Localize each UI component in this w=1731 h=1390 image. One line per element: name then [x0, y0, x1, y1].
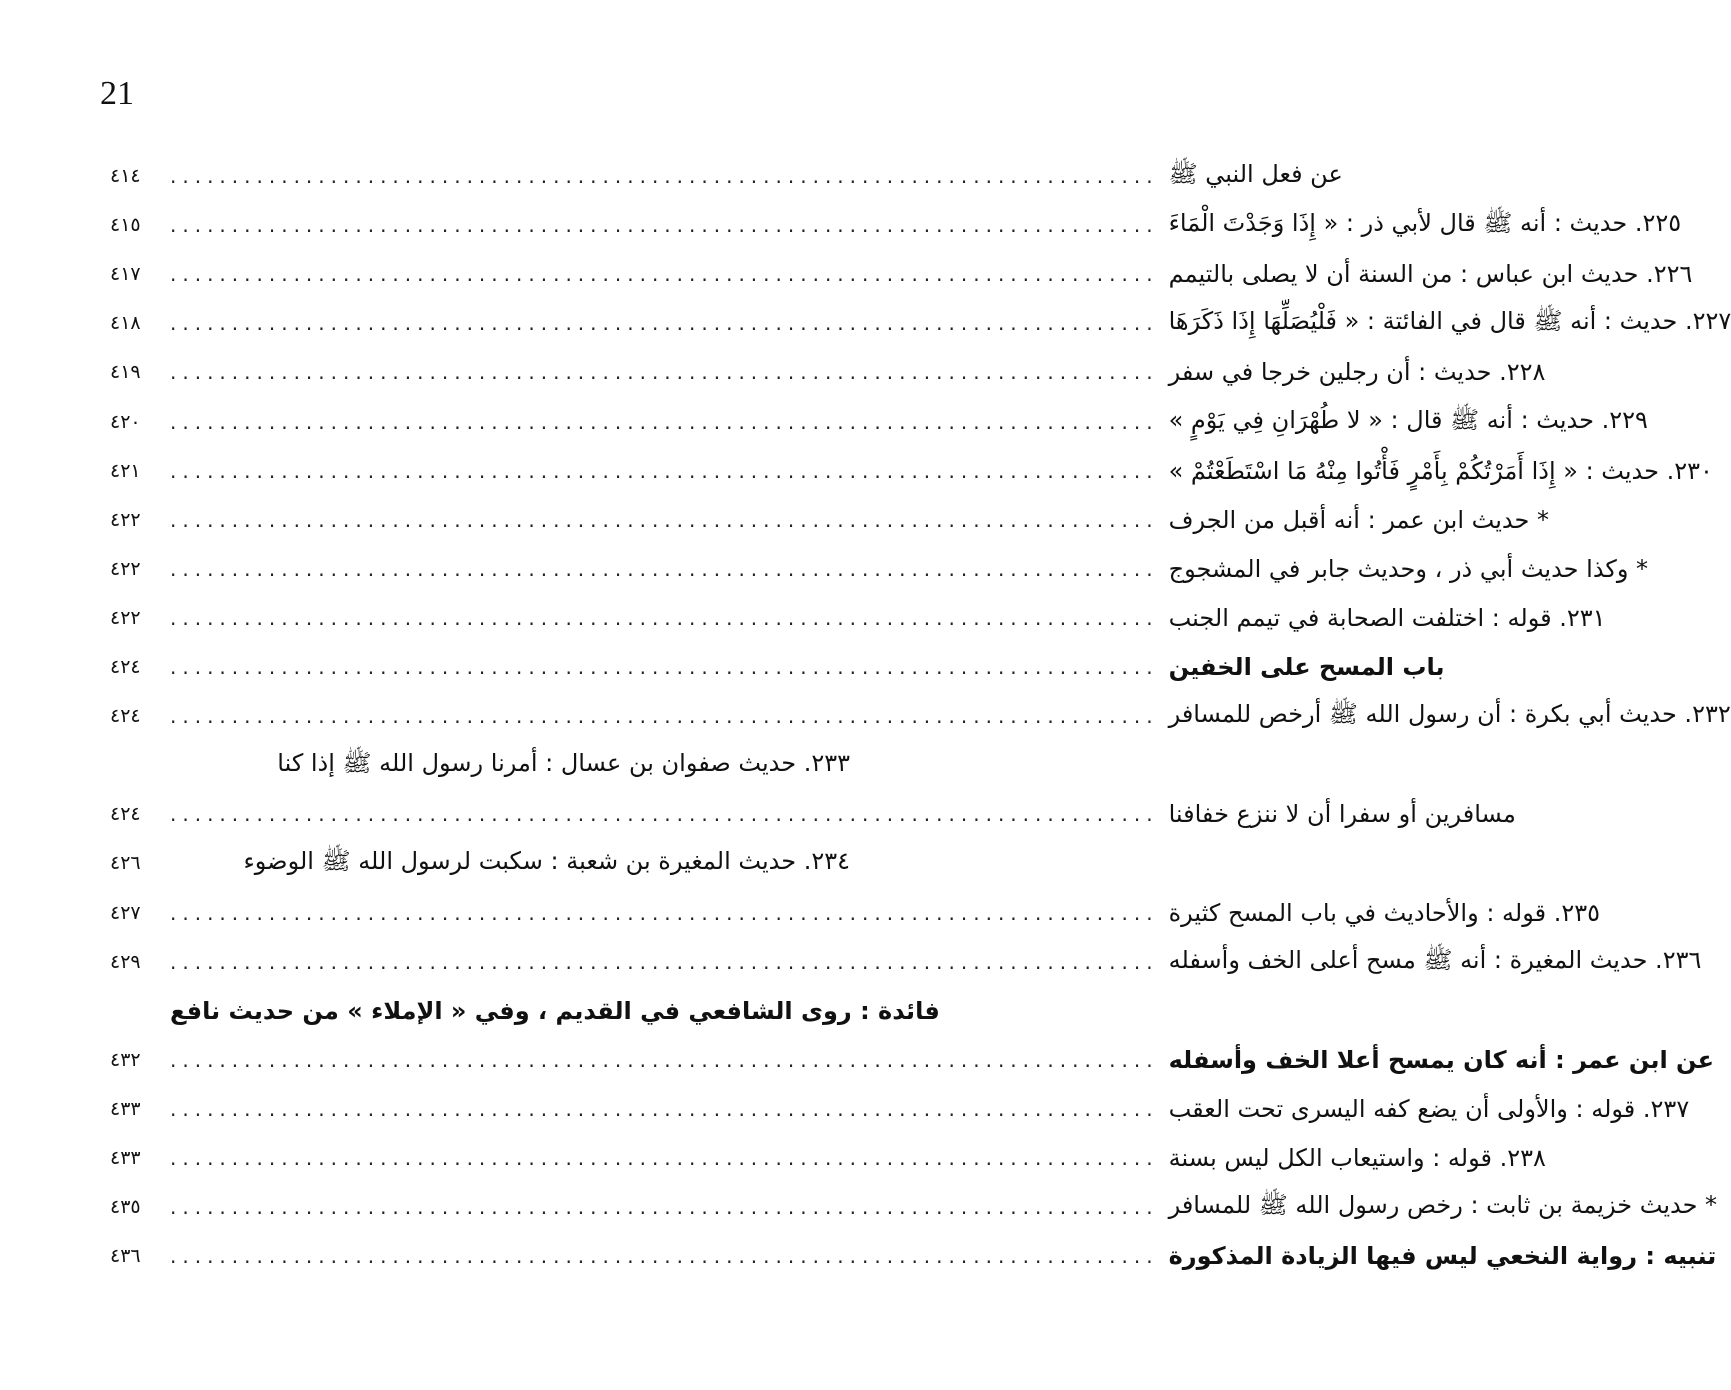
toc-leader-dots: ................................................................................ — [170, 1195, 1159, 1219]
toc-entry-text: * حديث ابن عمر : أنه أقبل من الجرف — [1168, 506, 1549, 534]
toc-entry — [110, 839, 850, 887]
toc-leader-dots: ................................................................................ — [170, 459, 1159, 483]
toc-entry-text: ٢٣٧. قوله : والأولى أن يضع كفه اليسرى تحت العقب — [1168, 1095, 1690, 1123]
toc-page-number: ٤٣٢ — [110, 1049, 141, 1071]
toc-page-number: ٤٢٤ — [110, 656, 141, 678]
toc-leader-dots: ................................................................................ — [170, 704, 1159, 728]
toc-page-number: ٤١٨ — [110, 312, 141, 334]
toc-entry — [110, 938, 1702, 986]
toc-entry-text: ٢٢٩. حديث : أنه ﷺ قال : « لا طُهْرَانِ فِي يَوْمٍ » — [1168, 405, 1648, 434]
toc-entry — [110, 889, 1601, 937]
toc-entry-text: ٢٢٦. حديث ابن عباس : من السنة أن لا يصلى بالتيمم — [1168, 260, 1693, 288]
toc-page-number: ٤٢٠ — [110, 411, 141, 433]
toc-entry — [110, 545, 1649, 593]
toc-page-number: ٤٣٦ — [110, 1245, 141, 1267]
toc-leader-dots: ................................................................................ — [170, 606, 1159, 630]
toc-entry — [110, 643, 1445, 691]
toc-leader-dots: ................................................................................ — [170, 508, 1159, 532]
toc-page-number: ٤١٩ — [110, 361, 141, 383]
toc-entry-text: عن ابن عمر : أنه كان يمسح أعلا الخف وأسفله — [1168, 1046, 1715, 1074]
toc-leader-dots: ................................................................................ — [170, 901, 1159, 925]
toc-entry — [110, 1085, 1690, 1133]
toc-page-number: ٤٢٤ — [110, 705, 141, 727]
toc-entry-text: تنبيه : رواية النخعي ليس فيها الزيادة المذكورة — [1168, 1242, 1717, 1270]
toc-entry-text: ٢٢٨. حديث : أن رجلين خرجا في سفر — [1168, 358, 1546, 386]
toc-entry-text: * وكذا حديث أبي ذر ، وحديث جابر في المشجوج — [1168, 555, 1649, 583]
toc-page-number: ٤٣٥ — [110, 1196, 141, 1218]
toc-entry — [110, 348, 1546, 396]
toc-leader-dots: ................................................................................ — [170, 1097, 1159, 1121]
toc-entry — [110, 741, 850, 789]
toc-entry-text: ٢٢٧. حديث : أنه ﷺ قال في الفائتة : « فَلْيُصَلِّهَا إِذَا ذَكَرَهَا — [1168, 306, 1731, 335]
toc-entry-text: فائدة : روى الشافعي في القديم ، وفي « الإملاء » من حديث نافع — [170, 997, 940, 1025]
toc-entry-text: ٢٣٨. قوله : واستيعاب الكل ليس بسنة — [1168, 1144, 1546, 1172]
toc-leader-dots: ................................................................................ — [170, 213, 1159, 237]
toc-leader-dots: ................................................................................ — [170, 802, 1159, 826]
toc-entry-text: ٢٢٥. حديث : أنه ﷺ قال لأبي ذر : « إِذَا وَجَدْتَ الْمَاءَ — [1168, 208, 1682, 237]
toc-entry-text: ٢٣٢. حديث أبي بكرة : أن رسول الله ﷺ أرخص للمسافر — [1168, 699, 1731, 728]
toc-leader-dots: ................................................................................ — [170, 1146, 1159, 1170]
toc-entry-text: عن فعل النبي ﷺ — [1168, 159, 1343, 188]
toc-entry — [110, 398, 1648, 446]
toc-entry-text: باب المسح على الخفين — [1168, 653, 1445, 681]
toc-entry — [110, 496, 1549, 544]
toc-entry — [110, 1036, 1715, 1084]
toc-leader-dots: ................................................................................ — [170, 360, 1159, 384]
toc-leader-dots: ................................................................................ — [170, 557, 1159, 581]
toc-entry — [110, 987, 940, 1035]
page-number: 21 — [100, 75, 134, 112]
toc-leader-dots: ................................................................................ — [170, 950, 1159, 974]
toc-entry-text: ٢٣١. قوله : اختلفت الصحابة في تيمم الجنب — [1168, 604, 1606, 632]
toc-page-number: ٤٢٢ — [110, 509, 141, 531]
toc-entry-text: ٢٣٥. قوله : والأحاديث في باب المسح كثيرة — [1168, 899, 1601, 927]
toc-entry — [110, 250, 1693, 298]
toc-entry-text: ٢٣٦. حديث المغيرة : أنه ﷺ مسح أعلى الخف وأسفله — [1168, 945, 1702, 974]
toc-entry-text: ٢٣٠. حديث : « إِذَا أَمَرْتُكُمْ بِأَمْرٍ فَأْتُوا مِنْهُ مَا اسْتَطَعْتُمْ » — [1168, 457, 1713, 485]
toc-entry — [110, 152, 1343, 200]
toc-page-number: ٤٢٢ — [110, 607, 141, 629]
toc-entry-text: ٢٣٣. حديث صفوان بن عسال : أمرنا رسول الله ﷺ إذا كنا — [277, 748, 850, 777]
toc-entry — [110, 201, 1682, 249]
toc-leader-dots: ................................................................................ — [170, 1048, 1159, 1072]
toc-page-number: ٤٣٣ — [110, 1098, 141, 1120]
toc-entry — [110, 1134, 1546, 1182]
toc-entry — [110, 1232, 1717, 1280]
toc-page-number: ٤١٤ — [110, 165, 141, 187]
toc-page-number: ٤٣٣ — [110, 1147, 141, 1169]
toc-leader-dots: ................................................................................ — [170, 164, 1159, 188]
toc-page-number: ٤١٥ — [110, 214, 141, 236]
toc-leader-dots: ................................................................................ — [170, 311, 1159, 335]
toc-leader-dots: ................................................................................ — [170, 655, 1159, 679]
toc-entry — [110, 692, 1731, 740]
toc-entry — [110, 594, 1606, 642]
toc-leader-dots: ................................................................................ — [170, 410, 1159, 434]
toc-entry — [110, 299, 1731, 347]
toc-page-number: ٤٢٧ — [110, 902, 141, 924]
toc-page-number: ٤٢٦ — [110, 852, 141, 874]
toc-page-number: ٤١٧ — [110, 263, 141, 285]
toc-leader-dots: ................................................................................ — [170, 262, 1159, 286]
toc-leader-dots: ................................................................................ — [170, 1244, 1159, 1268]
toc-page-number: ٤٢٢ — [110, 558, 141, 580]
toc-page-number: ٤٢٤ — [110, 803, 141, 825]
toc-entry-text: مسافرين أو سفرا أن لا ننزع خفافنا — [1168, 800, 1516, 828]
toc-page-number: ٤٢٩ — [110, 951, 141, 973]
toc-entry — [110, 1183, 1718, 1231]
toc-entry — [110, 790, 1516, 838]
toc-entry — [110, 447, 1713, 495]
toc-entry-text: ٢٣٤. حديث المغيرة بن شعبة : سكبت لرسول الله ﷺ الوضوء — [243, 846, 850, 875]
toc-entry-text: * حديث خزيمة بن ثابت : رخص رسول الله ﷺ للمسافر — [1168, 1190, 1718, 1219]
toc-page-number: ٤٢١ — [110, 460, 141, 482]
